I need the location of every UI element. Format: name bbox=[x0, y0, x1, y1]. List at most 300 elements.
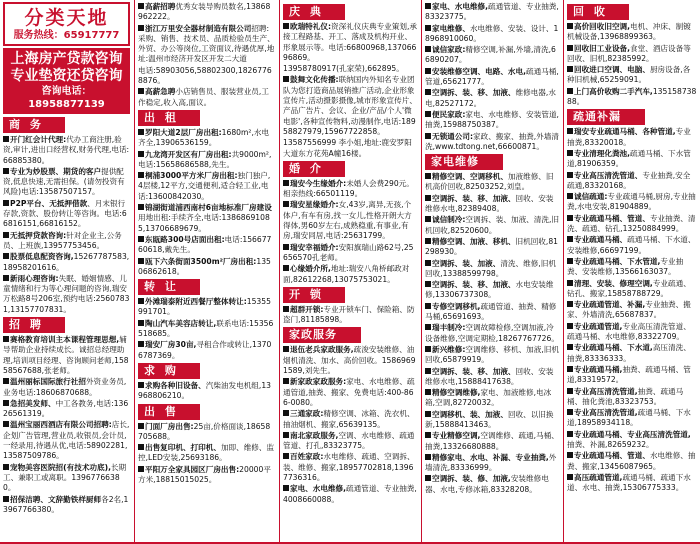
ad-headline: 温州宝丽西酒店有限公司招聘: bbox=[10, 420, 112, 430]
ad-entry bbox=[283, 22, 417, 63]
bullet-square-icon bbox=[138, 172, 144, 178]
ad-headline: 瑞安星缘婚介: bbox=[290, 200, 339, 210]
ad-headline: 专业高压清洗管道, bbox=[574, 408, 638, 418]
ad-body: 家电、水电维修、疏通管道,抽粪、搬家、免费电话:400-866-0080。 bbox=[283, 377, 415, 407]
ad-headline: 欧瑞特礼仪: bbox=[290, 22, 332, 31]
ad-body: 店长,企划广告管理,营业员,收银员,会计员,一经录用,待遇从优,电话:58902281,13587509786。 bbox=[3, 420, 130, 461]
ad-entry bbox=[567, 235, 697, 256]
ad-body: 疏通马桶,管道,65621777。 bbox=[425, 66, 559, 87]
ad-headline: 空调拆、装、移、加液、 bbox=[432, 193, 516, 203]
ad-headline: 无锁通公司: bbox=[432, 131, 474, 141]
ad-entry bbox=[3, 167, 130, 198]
ad-headline: 无抵押贷款咨询: bbox=[10, 230, 67, 240]
section-header-chushou: 出 售 bbox=[138, 404, 200, 420]
ad-body: 疏通管道、专业抽粪,4008660088。 bbox=[283, 484, 417, 504]
bullet-square-icon bbox=[138, 466, 144, 472]
bullet-square-icon bbox=[425, 238, 431, 244]
ad-headline: 专业疏通马桶、下水道, bbox=[574, 343, 653, 353]
ad-entry bbox=[3, 231, 130, 252]
masthead bbox=[3, 2, 130, 46]
ad-headline: 心缘婚介所, bbox=[290, 264, 331, 274]
bullet-square-icon bbox=[283, 485, 289, 491]
ad-entry bbox=[3, 495, 130, 516]
ad-headline: 门面厂房出售: bbox=[145, 421, 194, 431]
ad-entry bbox=[138, 87, 275, 108]
ad-headline: 专业高压清洗管道, bbox=[574, 386, 638, 396]
ad-entry bbox=[138, 465, 275, 486]
ad-entry bbox=[3, 199, 130, 230]
ad-body: 安阳旗瑞山路62号,25656570孔老师。 bbox=[283, 242, 414, 262]
ad-body: 加即、维修、监控,LED安装,25693186。 bbox=[138, 443, 275, 463]
ad-headline: 空调拆、装、移、加液、 bbox=[432, 366, 516, 376]
bullet-square-icon bbox=[138, 320, 144, 326]
ad-body: 未婚人会费290元。相亲热线:66501119。 bbox=[283, 178, 414, 199]
ad-headline: 空调拆、装、移、加液、 bbox=[432, 280, 516, 290]
ad-headline: 专业疏通管道, bbox=[574, 321, 623, 331]
bullet-square-icon bbox=[567, 474, 573, 480]
ad-headline: 专业疏通马桶、 bbox=[574, 235, 628, 245]
bullet-square-icon bbox=[425, 195, 431, 201]
ad-entry bbox=[567, 322, 697, 343]
ad-entry bbox=[567, 300, 697, 321]
promo-line-1: 上海房产贷款咨询 bbox=[10, 51, 123, 67]
bullet-square-icon bbox=[425, 173, 431, 179]
ad-entry bbox=[425, 345, 559, 366]
bullet-square-icon bbox=[425, 368, 431, 374]
bullet-square-icon bbox=[425, 281, 431, 287]
ad-entry bbox=[283, 243, 417, 264]
ad-body: 电话:58903056,58802300,18267768876。 bbox=[138, 65, 272, 86]
bullet-square-icon bbox=[283, 378, 289, 384]
ad-headline: 招保洁聘、文辞勤铁样厨师 bbox=[10, 494, 102, 504]
ad-body: 精修空调,补漏,外墙,清洗,66890207。 bbox=[425, 45, 556, 65]
ad-entry bbox=[425, 45, 559, 66]
bullet-square-icon bbox=[567, 301, 573, 307]
bullet-square-icon bbox=[283, 23, 289, 29]
ad-headline: 瑞安专业疏通马桶、各种管道, bbox=[574, 127, 676, 137]
bullet-square-icon bbox=[3, 496, 9, 502]
ad-body: 、月末银行存款,资款、股份转让等咨询。电话:66816151,66816152。 bbox=[3, 198, 127, 229]
ad-body: 抽粪、疏通马桶、管道,83319572。 bbox=[567, 364, 691, 385]
bullet-square-icon bbox=[425, 346, 431, 352]
bullet-square-icon bbox=[425, 111, 431, 117]
bullet-square-icon bbox=[138, 25, 144, 31]
bullet-square-icon bbox=[138, 258, 144, 264]
ad-body: 专业疏通马桶,厨房,专业抽粪,水电安装,81904889。 bbox=[567, 192, 696, 212]
ads-list bbox=[3, 135, 130, 315]
ad-headline: 赛格教育培训主本课程管理思想, bbox=[10, 335, 120, 345]
bullet-square-icon bbox=[425, 89, 431, 95]
ad-entry bbox=[425, 302, 559, 323]
ad-headline: 专业清理化粪池, bbox=[574, 148, 631, 158]
ad-entry bbox=[138, 422, 275, 443]
bullet-square-icon bbox=[3, 464, 9, 470]
ad-body: 空调故障检修,空调加液,冷设备维修,空调定期检,18267767726。 bbox=[425, 323, 559, 343]
ad-headline: 超群开锁: bbox=[290, 304, 324, 314]
column-4 bbox=[422, 0, 562, 544]
ad-headline: 高压疏通管道, bbox=[574, 472, 623, 482]
section-header-jiazheng: 家政服务 bbox=[283, 327, 361, 343]
ads-list bbox=[138, 128, 275, 277]
ad-headline: 三通家政: bbox=[290, 409, 324, 419]
ad-body: 空调维修、疏通,马桶、抽粪,13326680888。 bbox=[425, 431, 559, 451]
bullet-square-icon bbox=[425, 475, 431, 481]
ad-entry bbox=[283, 452, 417, 483]
ad-headline: P2P平台、无抵押借款 bbox=[10, 198, 88, 208]
ad-entry bbox=[567, 257, 697, 278]
ad-headline: 家电、水电维修, bbox=[432, 2, 489, 11]
ad-body: 空调、水电维修、疏通管道、打孔,83323775。 bbox=[283, 430, 415, 451]
ad-entry bbox=[425, 259, 559, 280]
ads-list bbox=[3, 335, 130, 515]
promo-phone: 咨询电话：18958877139 bbox=[28, 86, 105, 110]
ad-entry bbox=[425, 388, 559, 409]
ad-headline: 诚信制冷: bbox=[432, 215, 466, 225]
ad-entry bbox=[283, 64, 417, 74]
bullet-square-icon bbox=[3, 400, 9, 406]
ad-entry bbox=[283, 138, 417, 159]
ad-body: 独门独户,4层楼,12平方,交通便利,适合轻工业,电话:13600842030。 bbox=[138, 171, 271, 201]
section-header-chuzu: 出 租 bbox=[138, 110, 200, 126]
ad-headline: 急招美发师、 bbox=[10, 398, 56, 408]
ad-entry bbox=[3, 135, 130, 166]
ad-body: 外墙清洗,83336999。 bbox=[425, 452, 557, 473]
ad-entry bbox=[567, 44, 697, 65]
ad-body: 食堂、酒店设备等回收、旧机,82385992。 bbox=[567, 43, 691, 63]
ad-body: 专业抽粪,83320018。 bbox=[567, 127, 691, 147]
ads-list bbox=[425, 2, 559, 152]
ad-body: 女,43岁,离异,无孩,个体户,有车有房,找一女儿,性格开朗大方得体,男60岁左右,成熟稳重,有事业,有房,瑞安同居,电话:25631799。 bbox=[283, 200, 412, 241]
ad-body: 15355991701。 bbox=[138, 297, 271, 317]
ad-headline: 安装维修空调、电路、水电, bbox=[432, 66, 527, 76]
bullet-square-icon bbox=[567, 366, 573, 372]
bullet-square-icon bbox=[138, 129, 144, 135]
ad-body: 用地出租:手续齐全,电话:13868691085,13706689679。 bbox=[138, 213, 270, 233]
ad-entry bbox=[283, 431, 417, 452]
ad-body: 空调拆、装、加液、清洗,旧机回收,82520600。 bbox=[425, 215, 559, 235]
ad-entry bbox=[567, 87, 697, 108]
section-header-zhaopin: 招 聘 bbox=[3, 317, 65, 333]
ad-entry bbox=[138, 2, 275, 23]
ad-entry bbox=[283, 484, 417, 505]
ad-entry bbox=[567, 279, 697, 300]
ad-body: 水电安装维修,13306737308。 bbox=[425, 280, 554, 300]
ad-headline: 锦湖街道浦西南村6亩地标准厂房建设 bbox=[145, 203, 272, 213]
masthead-title: 分类天地 bbox=[24, 7, 109, 29]
ad-entry bbox=[138, 235, 275, 256]
bullet-square-icon bbox=[3, 200, 9, 206]
ad-headline: 九龙湾开发区有厂房出租: bbox=[145, 149, 232, 159]
ad-body: 水电维修、安装、设计、18968910060。 bbox=[425, 23, 559, 43]
ad-body: 小店销售员、服装营业员,工作稳定,收入高,面议。 bbox=[138, 87, 269, 107]
bullet-square-icon bbox=[567, 88, 573, 94]
bullet-square-icon bbox=[425, 303, 431, 309]
ad-body: 共9000m²,电话:15658686588,先生。 bbox=[138, 149, 272, 169]
bullet-square-icon bbox=[425, 25, 431, 31]
ad-entry bbox=[3, 420, 130, 461]
ad-entry bbox=[425, 453, 559, 474]
ad-headline: 东瓯路300号店面出租: bbox=[145, 234, 225, 244]
ad-headline: 百姓家政: bbox=[290, 452, 324, 462]
bullet-square-icon bbox=[567, 280, 573, 286]
ad-body: 疏通马桶、下水管道,81906359。 bbox=[567, 148, 691, 169]
bullet-square-icon bbox=[567, 193, 573, 199]
bullet-square-icon bbox=[283, 306, 289, 312]
ad-entry bbox=[425, 67, 559, 88]
ad-entry bbox=[567, 22, 697, 43]
bullet-square-icon bbox=[425, 216, 431, 222]
ad-entry bbox=[425, 194, 559, 215]
ad-entry bbox=[567, 473, 697, 494]
ad-body: 13958780917(孔家荣),662895。 bbox=[283, 64, 404, 74]
bullet-square-icon bbox=[138, 423, 144, 429]
bullet-square-icon bbox=[3, 168, 9, 174]
bullet-square-icon bbox=[138, 382, 144, 388]
ad-headline: 退伍老兵家政服务, bbox=[290, 345, 354, 355]
ad-entry bbox=[567, 149, 697, 170]
ads-list bbox=[138, 422, 275, 486]
bullet-square-icon bbox=[567, 23, 573, 29]
ad-entry bbox=[567, 192, 697, 213]
ads-list bbox=[567, 22, 697, 107]
ad-headline: 诚信疏通: bbox=[574, 192, 608, 202]
promo-banner bbox=[3, 48, 130, 114]
ad-body: 专业抽粪、搬家、外墙清洗,65687837。 bbox=[567, 300, 691, 320]
bullet-square-icon bbox=[283, 453, 289, 459]
bullet-square-icon bbox=[567, 388, 573, 394]
ads-list bbox=[283, 179, 417, 285]
ad-headline: 平阳万全家具园区厂房出售: bbox=[145, 464, 240, 474]
ad-headline: 空调拆、装、修、加液, bbox=[432, 474, 511, 484]
section-header-huishou: 回 收 bbox=[567, 4, 629, 20]
ad-entry bbox=[425, 410, 559, 431]
ad-body: 提供配资,低息快速,无需担保。(请勿投资有风险)电话:13587507157。 bbox=[3, 166, 125, 197]
section-header-zhuanrang: 转 让 bbox=[138, 279, 200, 295]
ad-body: 疏通马桶、下水道,18958934118。 bbox=[567, 408, 691, 428]
ad-entry bbox=[3, 252, 130, 273]
ad-entry bbox=[138, 203, 275, 234]
ad-headline: 专业疏通马桶、专业高压清洗管道, bbox=[574, 429, 691, 439]
ad-headline: 瑞丰制冷: bbox=[432, 323, 466, 333]
column-2 bbox=[135, 0, 278, 544]
bullet-square-icon bbox=[3, 275, 9, 281]
bullet-square-icon bbox=[567, 323, 573, 329]
ad-headline: 新兴维修: bbox=[432, 344, 466, 354]
ad-entry bbox=[567, 408, 697, 429]
bullet-square-icon bbox=[138, 3, 144, 9]
ad-headline: 便民家政: bbox=[432, 109, 466, 119]
ad-headline: 专业疏通马桶、管道、 bbox=[574, 451, 650, 461]
ad-entry bbox=[283, 377, 417, 408]
ad-body: 专业抽粪、安装维修,13566163037。 bbox=[567, 256, 684, 277]
ad-entry bbox=[567, 430, 697, 451]
bullet-square-icon bbox=[567, 45, 573, 51]
ad-entry bbox=[138, 24, 275, 65]
ad-entry bbox=[138, 319, 275, 340]
ad-body: 加液维修、旧机高价回收,82503252,刘皇。 bbox=[425, 172, 554, 192]
ad-body: 13587556999 李小姐,地址:鹿安罗阳大道东方花苑A幢16楼。 bbox=[283, 138, 412, 158]
ad-body: 安装维修电器、水电,专修冰箱,83328208。 bbox=[425, 474, 549, 494]
ad-body: 长期工、兼职工或离职。13967766380。 bbox=[3, 462, 127, 493]
ad-entry bbox=[425, 474, 559, 495]
bullet-square-icon bbox=[567, 215, 573, 221]
ad-headline: 新雨心理咨询: bbox=[10, 273, 59, 283]
bullet-square-icon bbox=[425, 411, 431, 417]
bullet-square-icon bbox=[283, 432, 289, 438]
ad-body: 疏通管道、抽粪、精修马桶,65691693。 bbox=[425, 301, 557, 322]
bullet-square-icon bbox=[283, 346, 289, 352]
bullet-square-icon bbox=[3, 378, 9, 384]
ad-body: 各2名,13967766380。 bbox=[3, 494, 129, 514]
section-header-shudao: 疏通补漏 bbox=[567, 109, 645, 125]
ad-headline: 出售复印机、打印机、 bbox=[145, 443, 221, 453]
bullet-square-icon bbox=[283, 201, 289, 207]
ad-headline: 股票低息配资咨询, bbox=[10, 252, 74, 262]
ad-body: 回收、以旧换新,15888413463。 bbox=[425, 409, 554, 429]
ad-entry bbox=[567, 343, 697, 364]
ad-headline: 新家政家政服务: bbox=[290, 377, 347, 387]
ad-entry bbox=[425, 367, 559, 388]
bullet-square-icon bbox=[283, 410, 289, 416]
ad-body: 清洗、维修,旧机回收,13388599798。 bbox=[425, 258, 556, 278]
column-1 bbox=[0, 0, 133, 544]
ad-body: 代办工商注册,验资,审计,进出口经营权,财务代理,电话:66885380。 bbox=[3, 135, 130, 165]
masthead-hotline: 服务热线：65917777 bbox=[13, 30, 120, 41]
ad-headline: 宠物美容医院招(有技术功底), bbox=[10, 462, 111, 472]
bullet-square-icon bbox=[425, 46, 431, 52]
section-header-hunjie: 婚 介 bbox=[283, 161, 345, 177]
ad-body: 优秀女装导购员数名,13868962222。 bbox=[138, 2, 271, 22]
ad-entry bbox=[138, 128, 275, 149]
promo-line-2: 专业垫资还贷咨询 bbox=[10, 68, 123, 84]
ad-entry bbox=[3, 335, 130, 376]
ad-entry bbox=[138, 257, 275, 278]
bullet-square-icon bbox=[425, 432, 431, 438]
ad-body: 25亩,价格面谈,18658705688。 bbox=[138, 421, 271, 441]
ads-list bbox=[283, 22, 417, 159]
ad-body: 抽粪、补漏,82659232。 bbox=[567, 439, 654, 449]
bullet-square-icon bbox=[425, 3, 431, 9]
ads-list bbox=[567, 127, 697, 493]
bullet-square-icon bbox=[283, 265, 289, 271]
ad-body: 维修电器,水电,82527172。 bbox=[425, 88, 556, 108]
ad-headline: 桐浦3000平方米厂房出租: bbox=[145, 171, 238, 181]
bullet-square-icon bbox=[567, 236, 573, 242]
ad-headline: 上门高价收购二手汽车, bbox=[574, 86, 653, 96]
ad-entry bbox=[283, 305, 417, 326]
bullet-square-icon bbox=[3, 136, 9, 142]
ad-headline: 专业疏通马桶、管道、 bbox=[574, 213, 650, 223]
ad-entry bbox=[425, 237, 559, 258]
ad-entry bbox=[425, 24, 559, 45]
bullet-square-icon bbox=[567, 258, 573, 264]
ad-entry bbox=[283, 179, 417, 200]
bullet-square-icon bbox=[3, 421, 9, 427]
ad-entry bbox=[3, 399, 130, 420]
ad-entry bbox=[138, 171, 275, 202]
bullet-square-icon bbox=[567, 409, 573, 415]
ad-body: 辅导帮助企业持续成长。诚招总经理助理,培训项目经理、咨询顾问老师,15858567688,张老师。 bbox=[3, 335, 129, 375]
ad-body: 水电维修、抽粪、搬家,13456087965。 bbox=[567, 451, 696, 471]
ad-entry bbox=[138, 66, 275, 87]
column-5 bbox=[564, 0, 700, 544]
section-header-shangwu: 商 务 bbox=[3, 117, 65, 133]
ad-headline: 专修空调移机, bbox=[432, 301, 481, 311]
bullet-square-icon bbox=[567, 431, 573, 437]
ad-headline: 专业精修空调, bbox=[432, 431, 481, 441]
ad-headline: 瑞安今生缘婚介: bbox=[290, 178, 347, 188]
ad-entry bbox=[283, 75, 417, 137]
ad-body: 针对企业主,公务员、上班族,13957753456。 bbox=[3, 230, 122, 250]
ad-entry bbox=[425, 323, 559, 344]
ad-headline: 专业为炒股票、期货的客户 bbox=[10, 166, 102, 176]
bullet-square-icon bbox=[425, 133, 431, 139]
ad-body: 专业抽粪、清洗、疏通、钻孔,13250884999。 bbox=[567, 213, 696, 234]
ads-list bbox=[138, 381, 275, 402]
ad-entry bbox=[567, 127, 697, 148]
ad-headline: 罗阳大道2层厂房出租: bbox=[145, 127, 222, 137]
ad-body: 失眠、婚姻情感、儿童情绪和行为等心理问题的咨询,瑞安万松路8号206室,预约电话:25607831,13157707831。 bbox=[3, 273, 130, 314]
ad-entry bbox=[138, 150, 275, 171]
ad-headline: 精修空调、加液、移机、 bbox=[432, 236, 516, 246]
ad-body: 专业疏通、钻孔、搬家,15858788729。 bbox=[567, 278, 691, 298]
ad-body: 家电、加液维修,电冰箱,空调,82720032。 bbox=[425, 388, 552, 408]
ad-headline: 专业高压清洗管道、 bbox=[574, 170, 643, 180]
ad-body: 1680m²,水电齐全,13906536159。 bbox=[138, 127, 270, 148]
ad-headline: 清理、安装、修理空调, bbox=[574, 278, 653, 288]
bullet-square-icon bbox=[425, 324, 431, 330]
ad-body: 联系电话:15356518685。 bbox=[138, 318, 274, 339]
ads-list bbox=[138, 2, 275, 108]
ad-headline: 高薪招聘 bbox=[145, 2, 176, 11]
ad-headline: 高价回收旧空调, bbox=[574, 22, 631, 31]
ad-headline: 专业疏通马桶、下水管道, bbox=[574, 256, 661, 266]
ad-entry bbox=[138, 443, 275, 464]
ads-list bbox=[425, 172, 559, 495]
ad-entry bbox=[138, 340, 275, 361]
ad-headline: 温州丽标国际旅行社招 bbox=[10, 377, 86, 387]
ad-entry bbox=[425, 132, 559, 153]
ad-body: 20000平方米,18815015025。 bbox=[138, 464, 271, 484]
ad-body: 水电维修、疏通、空调拆、装、维修、搬家,18957702818,13967736316。 bbox=[283, 452, 415, 482]
ad-entry bbox=[3, 274, 130, 315]
ad-body: 高压清洗、抽粪,83336333。 bbox=[567, 343, 691, 363]
bullet-square-icon bbox=[425, 260, 431, 266]
ad-headline: 外滩瑞泰附近西餐厅整体转让: bbox=[145, 297, 247, 307]
ad-entry bbox=[283, 345, 417, 376]
ad-body: 地址:瑞安八角桥邮政对面,82612268,13075753021。 bbox=[283, 264, 410, 284]
ad-entry bbox=[567, 214, 697, 235]
ad-headline: 家电维修、 bbox=[432, 23, 470, 33]
ad-headline: 瓯下六条街面3500m²厂房出租: bbox=[145, 256, 257, 266]
ad-entry bbox=[283, 264, 417, 285]
ad-entry bbox=[425, 280, 559, 301]
bullet-square-icon bbox=[567, 344, 573, 350]
ad-body: 13515873888。 bbox=[567, 86, 697, 107]
ad-body: 家电、水电维修、安装管道,抽粪,15988750387。 bbox=[425, 109, 559, 130]
ad-headline: 精修家电、水电、补漏、专业抽粪, bbox=[432, 452, 549, 462]
ad-headline: 精修空调、空调移机、 bbox=[432, 172, 508, 182]
bullet-square-icon bbox=[138, 236, 144, 242]
ad-body: 资深礼仪庆典专业策划,承接工程路基、开工、落成及机构开业、形象展示等。电话:66800968,13706696869。 bbox=[283, 22, 417, 62]
ad-entry bbox=[138, 297, 275, 318]
ad-entry bbox=[567, 365, 697, 386]
ad-entry bbox=[425, 2, 559, 23]
ad-body: 13506862618。 bbox=[138, 256, 271, 276]
bullet-square-icon bbox=[138, 444, 144, 450]
ad-body: 回收、安装维修水电,82389408。 bbox=[425, 193, 554, 214]
bullet-square-icon bbox=[138, 151, 144, 157]
